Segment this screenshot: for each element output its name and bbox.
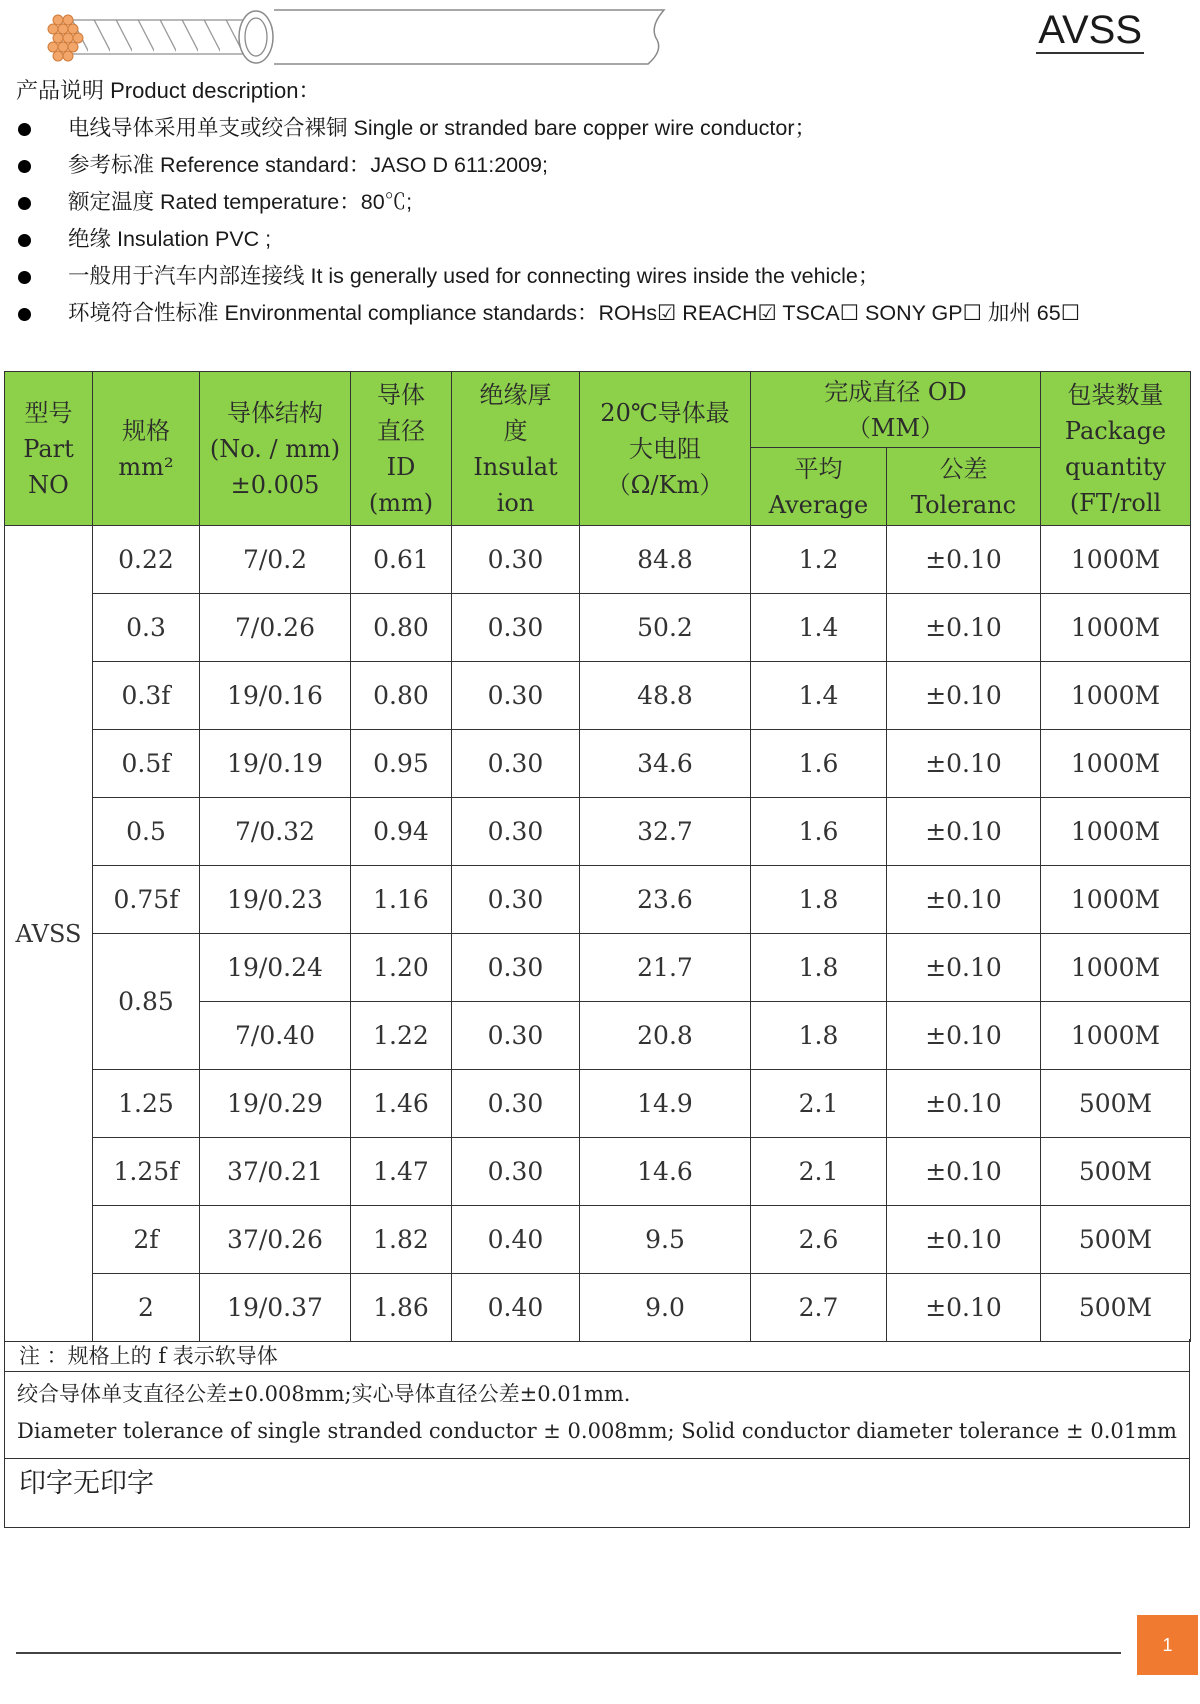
structure-cell: 7/0.26 — [200, 594, 351, 662]
size-cell: 1.25 — [93, 1070, 200, 1138]
package-cell: 1000M — [1041, 934, 1191, 1002]
size-cell: 1.25f — [93, 1138, 200, 1206]
structure-cell: 19/0.23 — [200, 866, 351, 934]
size-cell: 0.3f — [93, 662, 200, 730]
package-cell: 1000M — [1041, 866, 1191, 934]
resistance-cell: 9.0 — [580, 1274, 751, 1342]
insulation-cell: 0.40 — [452, 1206, 580, 1274]
od-tolerance-cell: ±0.10 — [887, 1274, 1041, 1342]
tolerance-note-en: Diameter tolerance of single stranded conductor ± 0.008mm; Solid conductor diameter tolerance ± 0.01mm — [17, 1419, 1177, 1443]
structure-cell: 37/0.21 — [200, 1138, 351, 1206]
insulation-cell: 0.30 — [452, 798, 580, 866]
diameter-cell: 1.82 — [351, 1206, 452, 1274]
od-tolerance-cell: ±0.10 — [887, 934, 1041, 1002]
resistance-cell: 23.6 — [580, 866, 751, 934]
resistance-cell: 50.2 — [580, 594, 751, 662]
description-item: 参考标准 Reference standard：JASO D 611:2009; — [18, 147, 1080, 184]
size-cell: 0.75f — [93, 866, 200, 934]
table-row — [5, 1274, 1191, 1342]
structure-cell: 7/0.40 — [200, 1002, 351, 1070]
insulation-cell: 0.30 — [452, 934, 580, 1002]
resistance-cell: 14.6 — [580, 1138, 751, 1206]
header-od-average: 平均 Average — [751, 448, 887, 526]
resistance-cell: 9.5 — [580, 1206, 751, 1274]
header-insulation: 绝缘厚 度 Insulat ion — [452, 372, 580, 526]
table-row — [5, 866, 1191, 934]
diameter-cell: 1.20 — [351, 934, 452, 1002]
size-cell: 2 — [93, 1274, 200, 1342]
od-average-cell: 2.1 — [751, 1070, 887, 1138]
od-average-cell: 2.7 — [751, 1274, 887, 1342]
structure-cell: 19/0.19 — [200, 730, 351, 798]
insulation-cell: 0.40 — [452, 1274, 580, 1342]
size-cell: 0.3 — [93, 594, 200, 662]
resistance-cell: 48.8 — [580, 662, 751, 730]
diameter-cell: 0.80 — [351, 662, 452, 730]
header-part-no: 型号 Part NO — [5, 372, 93, 526]
description-item: 电线导体采用单支或绞合裸铜 Single or stranded bare copper wire conductor； — [18, 110, 1080, 147]
package-cell: 1000M — [1041, 662, 1191, 730]
table-row — [5, 526, 1191, 594]
marking-note: 印字无印字 — [19, 1468, 154, 1499]
bullet-icon — [18, 123, 31, 136]
diameter-cell: 0.94 — [351, 798, 452, 866]
size-cell: 0.5 — [93, 798, 200, 866]
table-row — [5, 934, 1191, 1002]
structure-cell: 19/0.29 — [200, 1070, 351, 1138]
diameter-cell: 1.47 — [351, 1138, 452, 1206]
diameter-cell: 1.86 — [351, 1274, 452, 1342]
resistance-cell: 21.7 — [580, 934, 751, 1002]
description-item: 绝缘 Insulation PVC ; — [18, 221, 1080, 258]
resistance-cell: 14.9 — [580, 1070, 751, 1138]
footer-divider — [16, 1652, 1121, 1654]
package-cell: 500M — [1041, 1274, 1191, 1342]
bullet-icon — [18, 271, 31, 284]
resistance-cell: 20.8 — [580, 1002, 751, 1070]
table-row — [5, 1138, 1191, 1206]
diameter-cell: 1.22 — [351, 1002, 452, 1070]
soft-conductor-note: 注 ：规格上的 f 表示软导体 — [5, 1339, 1189, 1372]
size-cell: 0.22 — [93, 526, 200, 594]
od-average-cell: 1.6 — [751, 798, 887, 866]
table-row — [5, 1070, 1191, 1138]
size-cell: 0.85 — [93, 934, 200, 1070]
structure-cell: 7/0.2 — [200, 526, 351, 594]
structure-cell: 19/0.16 — [200, 662, 351, 730]
package-cell: 500M — [1041, 1070, 1191, 1138]
diameter-cell: 0.95 — [351, 730, 452, 798]
insulation-cell: 0.30 — [452, 866, 580, 934]
od-average-cell: 1.8 — [751, 1002, 887, 1070]
document-title: AVSS — [1038, 8, 1142, 52]
package-cell: 1000M — [1041, 1002, 1191, 1070]
description-item: 环境符合性标准 Environmental compliance standards：ROHs☑ REACH☑ TSCA☐ SONY GP☐ 加州 65☐ — [18, 295, 1080, 332]
od-average-cell: 1.4 — [751, 594, 887, 662]
package-cell: 1000M — [1041, 798, 1191, 866]
table-row — [5, 594, 1191, 662]
header-package: 包装数量 Package quantity (FT/roll — [1041, 372, 1191, 526]
bullet-icon — [18, 197, 31, 210]
od-tolerance-cell: ±0.10 — [887, 1206, 1041, 1274]
package-cell: 1000M — [1041, 730, 1191, 798]
resistance-cell: 84.8 — [580, 526, 751, 594]
package-cell: 1000M — [1041, 526, 1191, 594]
header-od-tolerance: 公差 Toleranc — [887, 448, 1041, 526]
insulation-cell: 0.30 — [452, 1002, 580, 1070]
od-average-cell: 1.8 — [751, 866, 887, 934]
structure-cell: 19/0.37 — [200, 1274, 351, 1342]
od-average-cell: 2.1 — [751, 1138, 887, 1206]
size-cell: 0.5f — [93, 730, 200, 798]
header-resistance: 20℃导体最 大电阻 （Ω/Km） — [580, 372, 751, 526]
od-average-cell: 1.2 — [751, 526, 887, 594]
diameter-cell: 0.61 — [351, 526, 452, 594]
insulation-cell: 0.30 — [452, 1138, 580, 1206]
product-description-heading: 产品说明 Product description： — [16, 78, 321, 103]
od-average-cell: 2.6 — [751, 1206, 887, 1274]
structure-cell: 19/0.24 — [200, 934, 351, 1002]
tolerance-note — [5, 1372, 1189, 1459]
bullet-icon — [18, 160, 31, 173]
od-tolerance-cell: ±0.10 — [887, 1002, 1041, 1070]
bullet-icon — [18, 234, 31, 247]
header-od: 完成直径 OD （MM） — [751, 372, 1041, 448]
od-average-cell: 1.4 — [751, 662, 887, 730]
package-cell: 500M — [1041, 1206, 1191, 1274]
header-size: 规格 mm² — [93, 372, 200, 526]
page-number: 1 — [1137, 1615, 1198, 1675]
table-row — [5, 1206, 1191, 1274]
od-tolerance-cell: ±0.10 — [887, 526, 1041, 594]
insulation-cell: 0.30 — [452, 526, 580, 594]
bullet-icon — [18, 308, 31, 321]
insulation-cell: 0.30 — [452, 730, 580, 798]
diameter-cell: 0.80 — [351, 594, 452, 662]
description-item: 额定温度 Rated temperature：80℃; — [18, 184, 1080, 221]
od-average-cell: 1.6 — [751, 730, 887, 798]
od-tolerance-cell: ±0.10 — [887, 662, 1041, 730]
diameter-cell: 1.46 — [351, 1070, 452, 1138]
spec-table — [4, 371, 1191, 1342]
description-list — [18, 110, 1080, 332]
table-row — [5, 730, 1191, 798]
structure-cell: 37/0.26 — [200, 1206, 351, 1274]
insulation-cell: 0.30 — [452, 662, 580, 730]
diameter-cell: 1.16 — [351, 866, 452, 934]
od-tolerance-cell: ±0.10 — [887, 730, 1041, 798]
insulation-cell: 0.30 — [452, 1070, 580, 1138]
package-cell: 1000M — [1041, 594, 1191, 662]
description-item: 一般用于汽车内部连接线 It is generally used for connecting wires inside the vehicle； — [18, 258, 1080, 295]
od-average-cell: 1.8 — [751, 934, 887, 1002]
header-structure: 导体结构 (No. / mm) ±0.005 — [200, 372, 351, 526]
tolerance-note-cn: 绞合导体单支直径公差±0.008mm;实心导体直径公差±0.01mm. — [17, 1382, 631, 1406]
notes-section — [4, 1339, 1190, 1528]
cable-illustration-icon — [44, 8, 684, 66]
od-tolerance-cell: ±0.10 — [887, 1138, 1041, 1206]
structure-cell: 7/0.32 — [200, 798, 351, 866]
header-diameter: 导体 直径 ID (mm) — [351, 372, 452, 526]
od-tolerance-cell: ±0.10 — [887, 866, 1041, 934]
model-cell: AVSS — [5, 526, 93, 1342]
od-tolerance-cell: ±0.10 — [887, 798, 1041, 866]
table-row — [5, 662, 1191, 730]
insulation-cell: 0.30 — [452, 594, 580, 662]
package-cell: 500M — [1041, 1138, 1191, 1206]
resistance-cell: 32.7 — [580, 798, 751, 866]
table-row — [5, 798, 1191, 866]
od-tolerance-cell: ±0.10 — [887, 1070, 1041, 1138]
resistance-cell: 34.6 — [580, 730, 751, 798]
od-tolerance-cell: ±0.10 — [887, 594, 1041, 662]
size-cell: 2f — [93, 1206, 200, 1274]
